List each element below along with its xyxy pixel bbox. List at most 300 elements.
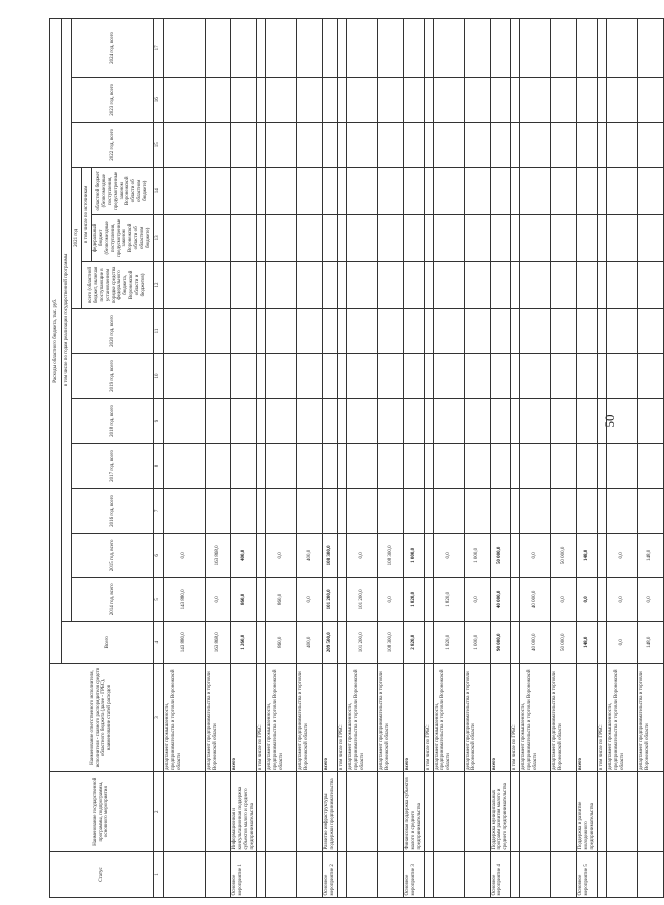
empty-cell bbox=[433, 167, 464, 214]
empty-cell bbox=[266, 214, 297, 261]
empty-cell bbox=[520, 353, 551, 398]
empty-cell bbox=[637, 488, 663, 533]
table-row bbox=[577, 19, 598, 898]
program-name-cell: Финансовая поддержка субъектов малого и среднего предпринимательства bbox=[404, 772, 425, 852]
empty-cell bbox=[577, 122, 598, 167]
empty-cell bbox=[424, 167, 433, 214]
year-2014-cell: 0,0 bbox=[205, 577, 230, 621]
total-cell: 143 880,0 bbox=[163, 621, 205, 663]
empty-cell bbox=[378, 488, 404, 533]
header-2018: 2018 год, всего bbox=[72, 398, 154, 443]
col-number: 17 bbox=[153, 19, 163, 78]
status-cell bbox=[464, 851, 490, 897]
empty-cell bbox=[257, 443, 266, 488]
empty-cell bbox=[597, 122, 606, 167]
header-total: Всего bbox=[62, 621, 154, 663]
empty-cell bbox=[464, 214, 490, 261]
empty-cell bbox=[323, 261, 338, 308]
empty-cell bbox=[163, 398, 205, 443]
total-cell: 163 868,0 bbox=[205, 621, 230, 663]
empty-cell bbox=[511, 19, 520, 78]
empty-cell bbox=[490, 122, 511, 167]
empty-cell bbox=[378, 19, 404, 78]
executor-cell: департамент предпринимательства и торговли Воронежской области bbox=[297, 663, 323, 772]
year-2015-cell bbox=[597, 533, 606, 577]
total-cell: 40 000,0 bbox=[520, 621, 551, 663]
empty-cell bbox=[404, 19, 425, 78]
program-name-cell: Развитие инфраструктуры поддержки предпринимательства bbox=[323, 772, 338, 852]
col-number: 11 bbox=[153, 308, 163, 353]
empty-cell bbox=[230, 443, 257, 488]
status-cell: Основное мероприятие 3 bbox=[404, 851, 425, 897]
header-2023: 2023 год, всего bbox=[72, 77, 154, 122]
empty-cell bbox=[606, 353, 637, 398]
empty-cell bbox=[597, 214, 606, 261]
total-cell bbox=[257, 621, 266, 663]
empty-cell bbox=[511, 443, 520, 488]
empty-cell bbox=[323, 122, 338, 167]
status-cell bbox=[520, 851, 551, 897]
year-2015-cell: 148,0 bbox=[637, 533, 663, 577]
col-number: 16 bbox=[153, 77, 163, 122]
empty-cell bbox=[266, 443, 297, 488]
empty-cell bbox=[347, 308, 378, 353]
empty-cell bbox=[637, 19, 663, 78]
empty-cell bbox=[464, 122, 490, 167]
year-2014-cell: 860,0 bbox=[230, 577, 257, 621]
empty-cell bbox=[404, 488, 425, 533]
total-cell bbox=[338, 621, 347, 663]
empty-cell bbox=[404, 167, 425, 214]
table-row bbox=[606, 19, 637, 898]
header-years-title: в том числе по годам реализации государственной программы bbox=[62, 19, 72, 622]
status-cell: Основное мероприятие 4 bbox=[490, 851, 511, 897]
empty-cell bbox=[230, 353, 257, 398]
empty-cell bbox=[404, 443, 425, 488]
total-cell bbox=[424, 621, 433, 663]
total-cell bbox=[597, 621, 606, 663]
empty-cell bbox=[378, 261, 404, 308]
empty-cell bbox=[378, 398, 404, 443]
empty-cell bbox=[297, 77, 323, 122]
year-2015-cell bbox=[257, 533, 266, 577]
empty-cell bbox=[637, 122, 663, 167]
program-name-cell bbox=[551, 772, 577, 852]
status-cell bbox=[266, 851, 297, 897]
empty-cell bbox=[606, 308, 637, 353]
status-cell bbox=[511, 851, 520, 897]
empty-cell bbox=[637, 443, 663, 488]
year-2015-cell: 108 300,0 bbox=[378, 533, 404, 577]
col-number: 9 bbox=[153, 398, 163, 443]
year-2015-cell bbox=[424, 533, 433, 577]
empty-cell bbox=[378, 214, 404, 261]
empty-cell bbox=[347, 19, 378, 78]
empty-cell bbox=[490, 214, 511, 261]
empty-cell bbox=[297, 19, 323, 78]
program-name-cell bbox=[338, 772, 347, 852]
empty-cell bbox=[378, 308, 404, 353]
empty-cell bbox=[511, 122, 520, 167]
empty-cell bbox=[490, 308, 511, 353]
empty-cell bbox=[606, 77, 637, 122]
empty-cell bbox=[378, 353, 404, 398]
table-row bbox=[266, 19, 297, 898]
empty-cell bbox=[338, 308, 347, 353]
empty-cell bbox=[520, 443, 551, 488]
empty-cell bbox=[551, 122, 577, 167]
empty-cell bbox=[378, 167, 404, 214]
year-2014-cell: 0,0 bbox=[637, 577, 663, 621]
total-cell: 90 000,0 bbox=[490, 621, 511, 663]
empty-cell bbox=[163, 353, 205, 398]
empty-cell bbox=[511, 167, 520, 214]
year-2015-cell: 400,0 bbox=[230, 533, 257, 577]
budget-table-sheet bbox=[49, 18, 653, 898]
col-number: 4 bbox=[153, 621, 163, 663]
status-cell bbox=[163, 851, 205, 897]
year-2014-cell: 1 820,0 bbox=[433, 577, 464, 621]
empty-cell bbox=[163, 214, 205, 261]
total-cell: 1 000,0 bbox=[464, 621, 490, 663]
empty-cell bbox=[551, 353, 577, 398]
empty-cell bbox=[433, 353, 464, 398]
empty-cell bbox=[257, 167, 266, 214]
executor-cell: департамент промышленности, предпринимательства и торговли Воронежской области bbox=[163, 663, 205, 772]
empty-cell bbox=[230, 167, 257, 214]
table-row bbox=[297, 19, 323, 898]
col-number: 3 bbox=[153, 663, 163, 772]
empty-cell bbox=[230, 308, 257, 353]
empty-cell bbox=[323, 167, 338, 214]
table-row bbox=[230, 19, 257, 898]
empty-cell bbox=[347, 353, 378, 398]
empty-cell bbox=[597, 167, 606, 214]
empty-cell bbox=[520, 214, 551, 261]
empty-cell bbox=[323, 488, 338, 533]
empty-cell bbox=[577, 261, 598, 308]
empty-cell bbox=[464, 77, 490, 122]
total-cell: 148,0 bbox=[577, 621, 598, 663]
empty-cell bbox=[490, 19, 511, 78]
status-cell bbox=[433, 851, 464, 897]
year-2014-cell: 0,0 bbox=[297, 577, 323, 621]
status-cell bbox=[424, 851, 433, 897]
empty-cell bbox=[230, 19, 257, 78]
empty-cell bbox=[257, 19, 266, 78]
empty-cell bbox=[424, 443, 433, 488]
empty-cell bbox=[490, 398, 511, 443]
year-2015-cell: 1 000,0 bbox=[464, 533, 490, 577]
empty-cell bbox=[577, 443, 598, 488]
year-2015-cell: 0,0 bbox=[347, 533, 378, 577]
empty-cell bbox=[637, 214, 663, 261]
executor-cell: департамент промышленности, предпринимательства и торговли Воронежской области bbox=[606, 663, 637, 772]
empty-cell bbox=[297, 214, 323, 261]
empty-cell bbox=[297, 167, 323, 214]
empty-cell bbox=[597, 261, 606, 308]
empty-cell bbox=[606, 19, 637, 78]
status-cell: Основное мероприятие 5 bbox=[577, 851, 598, 897]
col-number: 8 bbox=[153, 443, 163, 488]
empty-cell bbox=[266, 398, 297, 443]
empty-cell bbox=[257, 353, 266, 398]
empty-cell bbox=[637, 77, 663, 122]
empty-cell bbox=[297, 398, 323, 443]
total-cell: 860,0 bbox=[266, 621, 297, 663]
empty-cell bbox=[511, 398, 520, 443]
year-2014-cell bbox=[257, 577, 266, 621]
year-2015-cell: 0,0 bbox=[606, 533, 637, 577]
col-number: 15 bbox=[153, 122, 163, 167]
empty-cell bbox=[433, 398, 464, 443]
executor-cell: департамент промышленности, предпринимательства и торговли Воронежской области bbox=[433, 663, 464, 772]
empty-cell bbox=[577, 308, 598, 353]
empty-cell bbox=[205, 19, 230, 78]
empty-cell bbox=[338, 77, 347, 122]
empty-cell bbox=[163, 122, 205, 167]
program-name-cell bbox=[433, 772, 464, 852]
header-2021-all: всего (областной бюджет, включая поступающие в установленном порядке средства федерального бюджета, Воронежской области и бюджетов) bbox=[82, 261, 154, 308]
empty-cell bbox=[404, 261, 425, 308]
empty-cell bbox=[606, 261, 637, 308]
empty-cell bbox=[433, 77, 464, 122]
col-number: 2 bbox=[153, 772, 163, 852]
empty-cell bbox=[323, 398, 338, 443]
empty-cell bbox=[433, 488, 464, 533]
empty-cell bbox=[606, 214, 637, 261]
column-number-row bbox=[153, 19, 163, 898]
empty-cell bbox=[520, 77, 551, 122]
empty-cell bbox=[378, 443, 404, 488]
empty-cell bbox=[464, 398, 490, 443]
total-cell bbox=[511, 621, 520, 663]
empty-cell bbox=[338, 261, 347, 308]
header-2019: 2019 год, всего bbox=[72, 353, 154, 398]
empty-cell bbox=[323, 308, 338, 353]
empty-cell bbox=[338, 398, 347, 443]
header-2016: 2016 год, всего bbox=[72, 488, 154, 533]
header-2021: 2021 год bbox=[72, 167, 82, 308]
empty-cell bbox=[464, 19, 490, 78]
col-number: 13 bbox=[153, 214, 163, 261]
table-row bbox=[424, 19, 433, 898]
empty-cell bbox=[297, 308, 323, 353]
empty-cell bbox=[424, 353, 433, 398]
empty-cell bbox=[464, 308, 490, 353]
status-cell bbox=[297, 851, 323, 897]
empty-cell bbox=[424, 308, 433, 353]
empty-cell bbox=[323, 19, 338, 78]
table-row bbox=[551, 19, 577, 898]
col-number: 6 bbox=[153, 533, 163, 577]
empty-cell bbox=[490, 353, 511, 398]
empty-cell bbox=[577, 353, 598, 398]
empty-cell bbox=[163, 443, 205, 488]
header-2022: 2022 год, всего bbox=[72, 122, 154, 167]
executor-cell: в том числе по ГРБС: bbox=[511, 663, 520, 772]
empty-cell bbox=[637, 308, 663, 353]
empty-cell bbox=[266, 488, 297, 533]
header-2014: 2014 год, всего bbox=[72, 577, 154, 621]
executor-cell: всего bbox=[230, 663, 257, 772]
year-2014-cell bbox=[338, 577, 347, 621]
empty-cell bbox=[606, 167, 637, 214]
empty-cell bbox=[266, 353, 297, 398]
empty-cell bbox=[297, 122, 323, 167]
empty-cell bbox=[230, 214, 257, 261]
status-cell bbox=[606, 851, 637, 897]
year-2014-cell: 0,0 bbox=[378, 577, 404, 621]
empty-cell bbox=[404, 77, 425, 122]
empty-cell bbox=[297, 443, 323, 488]
program-name-cell bbox=[297, 772, 323, 852]
year-2014-cell bbox=[511, 577, 520, 621]
empty-cell bbox=[551, 261, 577, 308]
total-cell: 108 300,0 bbox=[378, 621, 404, 663]
empty-cell bbox=[577, 398, 598, 443]
empty-cell bbox=[266, 19, 297, 78]
table-row bbox=[347, 19, 378, 898]
empty-cell bbox=[378, 77, 404, 122]
col-number: 10 bbox=[153, 353, 163, 398]
status-cell bbox=[338, 851, 347, 897]
empty-cell bbox=[266, 122, 297, 167]
total-cell: 1 260,0 bbox=[230, 621, 257, 663]
empty-cell bbox=[347, 443, 378, 488]
year-2014-cell: 101 200,0 bbox=[323, 577, 338, 621]
empty-cell bbox=[490, 77, 511, 122]
header-2020: 2020 год, всего bbox=[72, 308, 154, 353]
table-row bbox=[464, 19, 490, 898]
col-number: 5 bbox=[153, 577, 163, 621]
status-cell bbox=[597, 851, 606, 897]
total-cell: 1 820,0 bbox=[433, 621, 464, 663]
empty-cell bbox=[338, 443, 347, 488]
empty-cell bbox=[205, 488, 230, 533]
empty-cell bbox=[338, 353, 347, 398]
empty-cell bbox=[230, 398, 257, 443]
empty-cell bbox=[257, 77, 266, 122]
executor-cell: в том числе по ГРБС: bbox=[597, 663, 606, 772]
empty-cell bbox=[257, 261, 266, 308]
empty-cell bbox=[551, 19, 577, 78]
executor-cell: департамент предпринимательства и торговли Воронежской области bbox=[464, 663, 490, 772]
empty-cell bbox=[637, 398, 663, 443]
year-2015-cell: 0,0 bbox=[266, 533, 297, 577]
program-name-cell bbox=[511, 772, 520, 852]
empty-cell bbox=[520, 308, 551, 353]
year-2015-cell: 108 300,0 bbox=[323, 533, 338, 577]
table-row bbox=[378, 19, 404, 898]
year-2015-cell: 50 000,0 bbox=[490, 533, 511, 577]
year-2015-cell: 0,0 bbox=[520, 533, 551, 577]
year-2015-cell: 50 000,0 bbox=[551, 533, 577, 577]
empty-cell bbox=[597, 77, 606, 122]
empty-cell bbox=[490, 167, 511, 214]
year-2014-cell: 0,0 bbox=[606, 577, 637, 621]
program-name-cell: Поддержка муниципальных программ развития малого и среднего предпринимательства bbox=[490, 772, 511, 852]
year-2015-cell bbox=[338, 533, 347, 577]
empty-cell bbox=[520, 488, 551, 533]
empty-cell bbox=[464, 488, 490, 533]
empty-cell bbox=[511, 261, 520, 308]
empty-cell bbox=[606, 398, 637, 443]
status-cell bbox=[551, 851, 577, 897]
header-2021-incl: в том числе по источникам bbox=[82, 167, 92, 261]
empty-cell bbox=[404, 122, 425, 167]
total-cell: 0,0 bbox=[606, 621, 637, 663]
table-row bbox=[404, 19, 425, 898]
table-row bbox=[511, 19, 520, 898]
header-executor: Наименование ответственного исполнителя, исполнителя - главного распорядителя средств областного бюджета (далее - ГРБС), наименование статей расходов bbox=[50, 663, 154, 772]
empty-cell bbox=[297, 353, 323, 398]
table-row bbox=[205, 19, 230, 898]
empty-cell bbox=[347, 261, 378, 308]
year-2014-cell: 860,0 bbox=[266, 577, 297, 621]
empty-cell bbox=[577, 214, 598, 261]
empty-cell bbox=[205, 261, 230, 308]
year-2014-cell: 40 000,0 bbox=[520, 577, 551, 621]
empty-cell bbox=[266, 308, 297, 353]
empty-cell bbox=[597, 353, 606, 398]
empty-cell bbox=[347, 77, 378, 122]
empty-cell bbox=[297, 488, 323, 533]
empty-cell bbox=[163, 19, 205, 78]
empty-cell bbox=[433, 122, 464, 167]
empty-cell bbox=[551, 488, 577, 533]
empty-cell bbox=[266, 167, 297, 214]
empty-cell bbox=[404, 308, 425, 353]
executor-cell: всего bbox=[490, 663, 511, 772]
status-cell bbox=[378, 851, 404, 897]
header-2015: 2015 год, всего bbox=[72, 533, 154, 577]
col-number: 7 bbox=[153, 488, 163, 533]
empty-cell bbox=[257, 488, 266, 533]
year-2015-cell: 0,0 bbox=[433, 533, 464, 577]
program-name-cell bbox=[347, 772, 378, 852]
program-name-cell bbox=[597, 772, 606, 852]
table-row bbox=[257, 19, 266, 898]
empty-cell bbox=[205, 443, 230, 488]
empty-cell bbox=[205, 167, 230, 214]
empty-cell bbox=[551, 167, 577, 214]
executor-cell: в том числе по ГРБС: bbox=[257, 663, 266, 772]
empty-cell bbox=[464, 261, 490, 308]
executor-cell: департамент предпринимательства и торговли Воронежской области bbox=[551, 663, 577, 772]
status-cell bbox=[637, 851, 663, 897]
table-row bbox=[637, 19, 663, 898]
header-2024: 2024 год, всего bbox=[72, 19, 154, 78]
empty-cell bbox=[520, 398, 551, 443]
header-2021-fed: федеральный бюджет (безвозмездные поступления, предусмотренные законом Воронежской области об областном бюджете) bbox=[92, 214, 154, 261]
empty-cell bbox=[551, 214, 577, 261]
empty-cell bbox=[338, 19, 347, 78]
empty-cell bbox=[205, 122, 230, 167]
empty-cell bbox=[404, 353, 425, 398]
year-2015-cell bbox=[511, 533, 520, 577]
year-2014-cell: 0,0 bbox=[551, 577, 577, 621]
program-name-cell: Поддержка и развитие молодежного предпринимательства bbox=[577, 772, 598, 852]
empty-cell bbox=[597, 19, 606, 78]
total-cell: 2 820,0 bbox=[404, 621, 425, 663]
empty-cell bbox=[490, 488, 511, 533]
executor-cell: департамент предпринимательства и торговли Воронежской области bbox=[378, 663, 404, 772]
empty-cell bbox=[230, 77, 257, 122]
empty-cell bbox=[424, 122, 433, 167]
empty-cell bbox=[257, 308, 266, 353]
empty-cell bbox=[637, 167, 663, 214]
